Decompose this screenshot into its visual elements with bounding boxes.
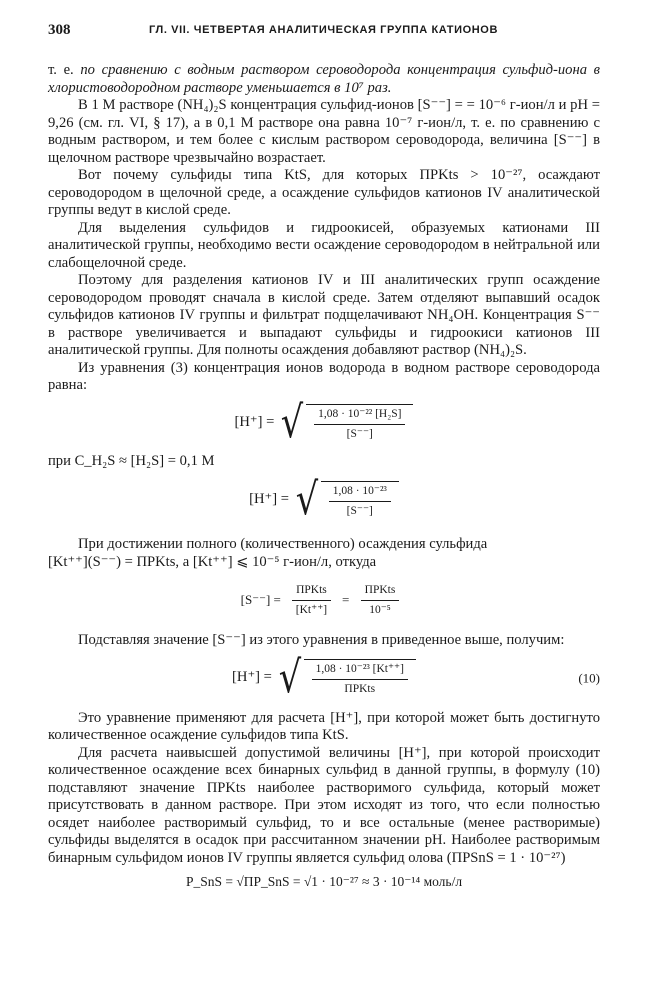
- sqrt-symbol: √: [280, 396, 304, 448]
- equation-5: P_SnS = √ПР_SnS = √1 · 10⁻²⁷ ≈ 3 · 10⁻¹⁴ моль/л: [185, 874, 463, 889]
- equation-2-lhs: [H⁺] =: [249, 491, 289, 508]
- equation-1-fraction: [306, 404, 413, 442]
- paragraph-1-prefix: т. е.: [48, 62, 81, 78]
- equation-4-denominator: ПРKts: [344, 682, 376, 695]
- paragraph-10: Это уравнение применяют для расчета [H⁺], при которой может быть достигнуто количественное осаждение сульфидов типа KtS.: [48, 709, 600, 743]
- equation-1-lhs: [H⁺] =: [234, 413, 275, 430]
- paragraph-9: Подставляя значение [S⁻⁻] из этого уравнения в приведенное выше, получим:: [78, 632, 565, 648]
- equation-2-numerator: 1,08 · 10⁻²³: [329, 484, 391, 502]
- equation-2-fraction: [321, 481, 399, 519]
- equation-3-denominator-1: [Kt⁺⁺]: [295, 604, 328, 616]
- equation-3-lhs: [S⁻⁻] =: [240, 591, 281, 607]
- paragraph-8-line-1: При достижении полного (количественного) осаждения сульфида: [78, 536, 488, 552]
- equation-1-numerator: 1,08 · 10⁻²² [H₂S]: [314, 407, 405, 425]
- equation-3-fraction-2: [353, 581, 408, 618]
- equation-1: [48, 396, 600, 448]
- sqrt-symbol: √: [278, 651, 301, 703]
- paragraph-11: Для расчета наивысшей допустимой величины [H⁺], при которой происходит количественное осаждение всех бинарных сульфид в данной группы, в формулу (10) подставляют значение ПРKts наиболее растворимого сульфида, который может присутствовать в данном растворе. При этом исходят из того, что если полностью осядет наиболее растворимый сульфид, то и все остальные (менее растворимые) сульфиды выделятся в осадок при рассчитанном значении pH. Наиболее растворимым бинарным сульфидом ионов IV группы является сульфид олова (ПРSnS = 1 · 10⁻²⁷): [48, 744, 600, 866]
- equation-3-fraction-1: [284, 581, 339, 618]
- page-body: [48, 62, 600, 891]
- page-number: 308: [48, 22, 71, 38]
- page-header: [48, 22, 599, 42]
- equation-3-numerator-1: ПРKts: [292, 583, 331, 601]
- running-title: ГЛ. VII. ЧЕТВЕРТАЯ АНАЛИТИЧЕСКАЯ ГРУППА КАТИОНОВ: [148, 24, 498, 36]
- paragraph-4: Для выделения сульфидов и гидроокисей, образуемых катионами III аналитической группы, необходимо вести осаждение сероводородом в нейтральной или слабощелочной среде.: [48, 219, 600, 271]
- equation-1-denominator: [S⁻⁻]: [346, 427, 373, 440]
- sqrt-symbol: √: [295, 474, 318, 525]
- equation-4-lhs: [H⁺] =: [232, 668, 272, 685]
- paragraph-6: Из уравнения (3) концентрация ионов водорода в водном растворе сероводорода равна:: [48, 359, 600, 393]
- paragraph-2: В 1 M растворе (NH₄)₂S концентрация сульфид-ионов [S⁻⁻] = = 10⁻⁶ г-ион/л и pH = 9,26 (см. гл. VI, § 17), а в 0,1 M растворе она равна 10⁻⁷ г-ион/л, т. е. по сравнению с водным раствором, и тем более с кислым раствором сероводорода, величина [S⁻⁻] в щелочном растворе чрезвычайно возрастает.: [48, 97, 600, 166]
- paragraph-7: при C_H₂S ≈ [H₂S] = 0,1 M: [48, 452, 215, 469]
- equation-4-fraction: [304, 659, 416, 697]
- paragraph-5: Поэтому для разделения катионов IV и III аналитических групп осаждение сероводородом проводят сначала в кислой среде. Затем отделяют выпавший осадок сульфидов катионов IV группы и фильтрат подщелачивают NH₄OH. Концентрация S⁻⁻ в растворе увеличивается и выпадают сульфиды и гидроокиси катионов III аналитической группы. Для полноты осаждения добавляют раствор (NH₄)₂S.: [48, 272, 600, 358]
- equation-3: [48, 581, 600, 618]
- paragraph-8-line-2: [Kt⁺⁺](S⁻⁻) = ПРKts, а [Kt⁺⁺] ⩽ 10⁻⁵ г-ион/л, откуда: [48, 553, 377, 570]
- equation-2-denominator: [S⁻⁻]: [346, 505, 373, 517]
- equation-2: [48, 474, 600, 525]
- equation-3-denominator-2: 10⁻⁵: [369, 604, 391, 616]
- paragraph-1-italic: по сравнению с водным раствором сероводорода концентрация сульфид-иона в хлористоводородном растворе уменьшается в 10⁷ раз.: [48, 62, 600, 96]
- equation-3-numerator-2: ПРKts: [361, 583, 400, 601]
- equation-number: (10): [578, 669, 600, 685]
- equation-4-numerator: 1,08 · 10⁻²³ [Kt⁺⁺]: [312, 662, 408, 680]
- equation-4: [48, 651, 600, 703]
- equation-3-equals: =: [342, 591, 350, 607]
- paragraph-1: [48, 62, 600, 97]
- paragraph-3: Вот почему сульфиды типа KtS, для которых ПРKts > 10⁻²⁷, осаждают сероводородом в щелочной среде, а осаждение сульфидов катионов IV аналитической группы ведут в кислой среде.: [48, 167, 600, 218]
